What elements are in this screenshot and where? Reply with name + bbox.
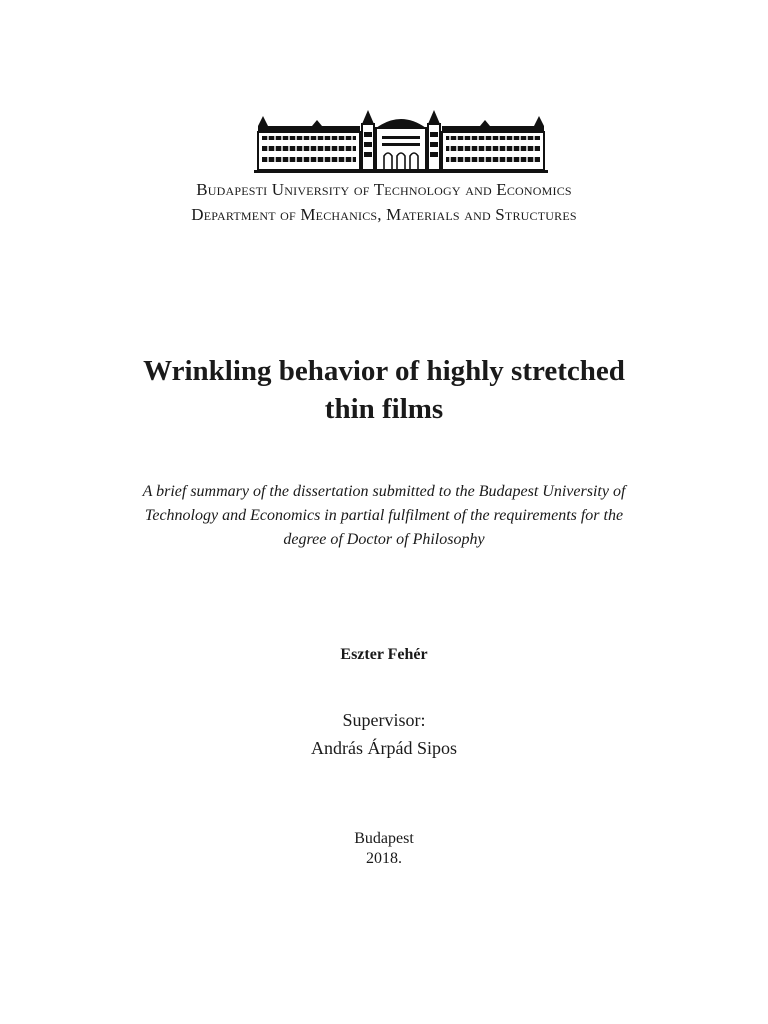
supervisor-name: András Árpád Sipos xyxy=(311,738,457,758)
supervisor-block xyxy=(0,706,768,762)
summary-line-3: degree of Doctor of Philosophy xyxy=(283,531,485,548)
city: Budapest xyxy=(354,830,414,847)
summary-line-2: Technology and Economics in partial fulfilment of the requirements for the xyxy=(144,507,624,524)
university-name: Budapesti University of Technology and Economics xyxy=(196,180,572,199)
supervisor-label: Supervisor: xyxy=(342,710,426,730)
author-name: Eszter Fehér xyxy=(340,646,428,663)
place-and-date xyxy=(0,829,768,869)
department-name: Department of Mechanics, Materials and Structures xyxy=(191,205,577,224)
title-line-2: thin films xyxy=(324,393,444,425)
summary-line-1: A brief summary of the dissertation submitted to the Budapest University of xyxy=(142,483,626,500)
university-building-logo-icon xyxy=(254,110,548,174)
dissertation-title xyxy=(0,352,768,428)
title-line-1: Wrinkling behavior of highly stretched xyxy=(143,355,625,387)
year: 2018. xyxy=(366,850,402,867)
summary-statement xyxy=(100,480,668,552)
